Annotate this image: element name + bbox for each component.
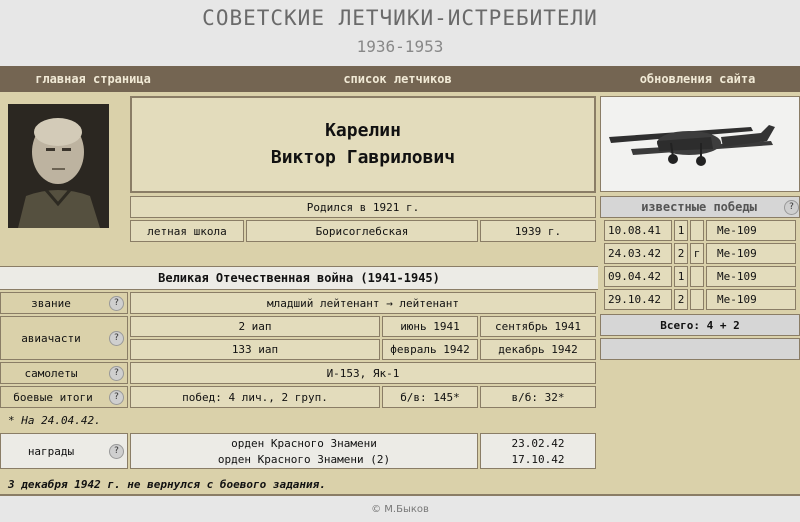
award-date: 23.02.42 xyxy=(511,437,565,450)
site-title: СОВЕТСКИЕ ЛЕТЧИКИ-ИСТРЕБИТЕЛИ xyxy=(202,6,598,30)
victory-group: г xyxy=(690,243,704,264)
victory-date: 29.10.42 xyxy=(604,289,672,310)
award-name: орден Красного Знамени xyxy=(231,437,377,450)
unit-to: декабрь 1942 xyxy=(480,339,596,360)
born-row: Родился в 1921 г. xyxy=(130,196,596,218)
victory-type: Ме-109 xyxy=(706,266,796,287)
school-label: летная школа xyxy=(130,220,244,242)
nav-list-link[interactable]: список летчиков xyxy=(343,72,452,86)
results-note: * На 24.04.42. xyxy=(0,410,598,430)
results-vb: в/б: 32* xyxy=(480,386,596,408)
unit-name[interactable]: 133 иап xyxy=(130,339,380,360)
victory-group xyxy=(690,266,704,287)
plane-image xyxy=(600,96,800,192)
victories-table xyxy=(600,220,800,314)
help-icon[interactable]: ? xyxy=(109,390,124,405)
footer-copyright: © М.Быков xyxy=(371,503,429,515)
rank-label: звание xyxy=(31,296,71,310)
victory-date: 09.04.42 xyxy=(604,266,672,287)
pilot-name: Виктор Гаврилович xyxy=(270,146,456,168)
victories-title: известные победы xyxy=(641,200,757,214)
nav-home-link[interactable]: главная страница xyxy=(35,72,151,86)
units-label-cell xyxy=(0,316,128,360)
victory-count: 1 xyxy=(674,220,688,241)
unit-to: сентябрь 1941 xyxy=(480,316,596,337)
victories-spacer xyxy=(600,338,800,360)
victory-type: Ме-109 xyxy=(706,220,796,241)
victory-group xyxy=(690,220,704,241)
help-icon[interactable]: ? xyxy=(109,331,124,346)
pilot-photo xyxy=(8,104,109,228)
war-title: Великая Отечественная война (1941-1945) xyxy=(0,266,598,290)
awards-dates xyxy=(480,433,596,469)
fate-text: 3 декабря 1942 г. не вернулся с боевого задания. xyxy=(0,474,598,494)
planes-label-cell xyxy=(0,362,128,384)
victory-date: 24.03.42 xyxy=(604,243,672,264)
results-bv: б/в: 145* xyxy=(382,386,478,408)
victory-type: Ме-109 xyxy=(706,243,796,264)
school-year: 1939 г. xyxy=(480,220,596,242)
victory-type: Ме-109 xyxy=(706,289,796,310)
units-label: авиачасти xyxy=(21,331,81,345)
rank-label-cell xyxy=(0,292,128,314)
planes-label: самолеты xyxy=(24,366,78,380)
unit-from: февраль 1942 xyxy=(382,339,478,360)
nav-bar xyxy=(0,66,800,92)
help-icon[interactable]: ? xyxy=(109,296,124,311)
victory-count: 2 xyxy=(674,243,688,264)
planes-value: И-153, Як-1 xyxy=(130,362,596,384)
results-label-cell xyxy=(0,386,128,408)
awards-names xyxy=(130,433,478,469)
victory-group xyxy=(690,289,704,310)
results-label: боевые итоги xyxy=(13,390,93,404)
school-name: Борисоглебская xyxy=(246,220,478,242)
results-victories: побед: 4 лич., 2 груп. xyxy=(130,386,380,408)
victories-total: Всего: 4 + 2 xyxy=(600,314,800,336)
awards-label: награды xyxy=(27,444,75,458)
site-years: 1936-1953 xyxy=(356,36,444,56)
victories-header xyxy=(600,196,800,218)
unit-name[interactable]: 2 иап xyxy=(130,316,380,337)
help-icon[interactable]: ? xyxy=(109,366,124,381)
rank-value: младший лейтенант → лейтенант xyxy=(130,292,596,314)
award-date: 17.10.42 xyxy=(511,453,565,466)
victory-date: 10.08.41 xyxy=(604,220,672,241)
unit-from: июнь 1941 xyxy=(382,316,478,337)
victory-count: 2 xyxy=(674,289,688,310)
victory-count: 1 xyxy=(674,266,688,287)
help-icon[interactable]: ? xyxy=(109,444,124,459)
site-header xyxy=(0,0,800,66)
name-box xyxy=(130,96,596,193)
award-name: орден Красного Знамени (2) xyxy=(217,453,391,466)
nav-updates-link[interactable]: обновления сайта xyxy=(639,72,756,86)
pilot-surname: Карелин xyxy=(325,119,401,141)
awards-label-cell xyxy=(0,433,128,469)
help-icon[interactable]: ? xyxy=(784,200,799,215)
